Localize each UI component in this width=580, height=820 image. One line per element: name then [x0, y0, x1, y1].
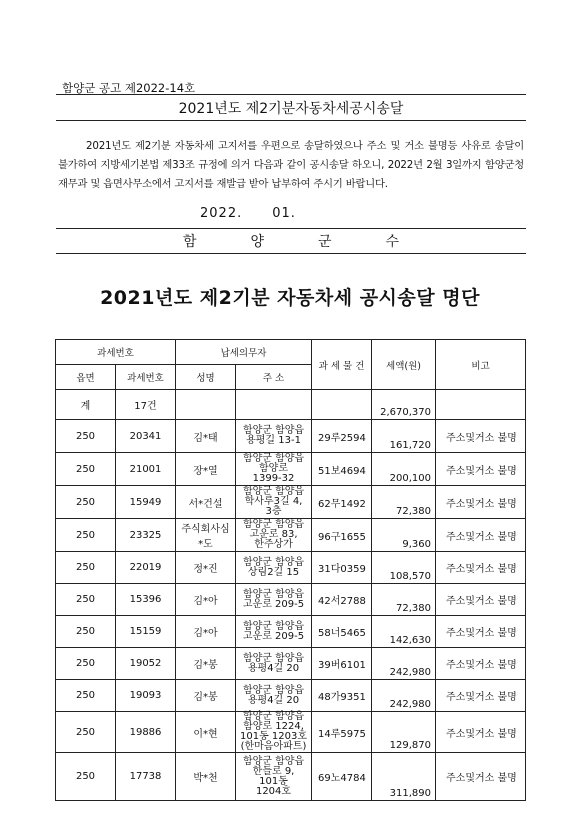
remark-cell: 주소및거소 불명 [436, 712, 526, 753]
table-row [56, 680, 526, 712]
tax-number-cell: 19886 [116, 712, 176, 753]
amount-cell: 242,980 [372, 648, 436, 680]
remark-cell: 주소및거소 불명 [436, 420, 526, 453]
tax-number-cell: 15396 [116, 584, 176, 616]
notice-title: 2021년도 제2기분자동차세공시송달 [56, 94, 526, 121]
amount-cell: 9,360 [372, 519, 436, 552]
payer-name-cell: 주식회사심 *도 [176, 519, 236, 552]
vehicle-cell: 14루5975 [312, 712, 372, 753]
amount-cell: 142,630 [372, 616, 436, 648]
header-amount: 세액(원) [372, 340, 436, 390]
town-cell: 250 [56, 552, 116, 584]
list-title: 2021년도 제2기분 자동차세 공시송달 명단 [100, 287, 480, 309]
address-cell: 함양군 함양읍 상림2길 15 [236, 552, 312, 584]
amount-cell: 72,380 [372, 486, 436, 519]
tax-number-cell: 17738 [116, 753, 176, 801]
notice-number: 함양군 공고 제2022-14호 [62, 81, 196, 95]
roster-table [55, 339, 526, 801]
tax-number-cell: 23325 [116, 519, 176, 552]
town-cell: 250 [56, 753, 116, 801]
vehicle-cell: 31다0359 [312, 552, 372, 584]
town-cell: 250 [56, 519, 116, 552]
table-row [56, 648, 526, 680]
table-row [56, 616, 526, 648]
table-row [56, 552, 526, 584]
town-cell: 250 [56, 712, 116, 753]
payer-name-cell: 박*천 [176, 753, 236, 801]
signer-char: 함 [182, 234, 197, 250]
town-cell: 250 [56, 648, 116, 680]
header-tax-group: 과세번호 [56, 340, 176, 365]
address-cell: 함양군 함양읍 용평길 13-1 [236, 420, 312, 453]
amount-cell: 161,720 [372, 420, 436, 453]
total-label: 계 [56, 390, 116, 420]
tax-number-cell: 15159 [116, 616, 176, 648]
vehicle-cell: 29루2594 [312, 420, 372, 453]
total-count: 17건 [116, 390, 176, 420]
remark-cell: 주소및거소 불명 [436, 486, 526, 519]
remark-cell: 주소및거소 불명 [436, 584, 526, 616]
signer-char: 수 [385, 234, 400, 250]
signer-char: 양 [250, 234, 264, 250]
payer-name-cell: 김*봉 [176, 680, 236, 712]
amount-cell: 242,980 [372, 680, 436, 712]
header-vehicle: 과 세 물 건 [312, 340, 372, 390]
payer-name-cell: 김*태 [176, 420, 236, 453]
table-row [56, 519, 526, 552]
remark-cell: 주소및거소 불명 [436, 519, 526, 552]
vehicle-cell: 62무1492 [312, 486, 372, 519]
tax-number-cell: 19052 [116, 648, 176, 680]
header-town: 읍면 [56, 365, 116, 390]
header-remark: 비고 [436, 340, 526, 390]
vehicle-cell: 69노4784 [312, 753, 372, 801]
vehicle-cell: 48가9351 [312, 680, 372, 712]
payer-name-cell: 이*현 [176, 712, 236, 753]
tax-number-cell: 20341 [116, 420, 176, 453]
amount-cell: 311,890 [372, 753, 436, 801]
address-cell: 함양군 함양읍 함양로 1399-32 [236, 453, 312, 486]
amount-cell: 200,100 [372, 453, 436, 486]
remark-cell: 주소및거소 불명 [436, 552, 526, 584]
tax-number-cell: 22019 [116, 552, 176, 584]
remark-cell: 주소및거소 불명 [436, 680, 526, 712]
amount-cell: 108,570 [372, 552, 436, 584]
vehicle-cell: 96구1655 [312, 519, 372, 552]
notice-body: 2021년도 제2기분 자동차세 고지서를 우편으로 송달하였으나 주소 및 거소 불명등 사유로 송달이 불가하여 지방세기본법 제33조 규정에 의거 다음과 같이 공시송달 하오니, 2022년 2월 3일까지 함양군청 재무과 및 읍면사무소에서 고지서를 재발급 받아 납부하여 주시기 바랍니다. [58, 140, 524, 190]
payer-name-cell: 김*아 [176, 616, 236, 648]
town-cell: 250 [56, 486, 116, 519]
header-payer-group: 납세의무자 [176, 340, 312, 365]
notice-date [200, 206, 380, 221]
town-cell: 250 [56, 584, 116, 616]
address-cell: 함양군 함양읍 학사루3길 4, 3층 [236, 486, 312, 519]
remark-cell: 주소및거소 불명 [436, 648, 526, 680]
address-cell: 함양군 함양읍 고운로 209-5 [236, 616, 312, 648]
town-cell: 250 [56, 420, 116, 453]
tax-number-cell: 19093 [116, 680, 176, 712]
town-cell: 250 [56, 616, 116, 648]
table-row [56, 453, 526, 486]
address-cell: 함양군 함양읍 용평4길 20 [236, 648, 312, 680]
amount-cell: 129,870 [372, 712, 436, 753]
total-amount: 2,670,370 [372, 390, 436, 420]
amount-cell: 72,380 [372, 584, 436, 616]
signer-char: 군 [318, 234, 332, 250]
town-cell: 250 [56, 453, 116, 486]
vehicle-cell: 51보4694 [312, 453, 372, 486]
signer [56, 228, 526, 254]
address-cell: 함양군 함양읍 함양로 1224, 101동 1203호 (한마음아파트) [236, 712, 312, 753]
address-cell: 함양군 함양읍 고운로 83, 한주상가 [236, 519, 312, 552]
total-row [56, 390, 526, 420]
tax-number-cell: 15949 [116, 486, 176, 519]
payer-name-cell: 김*아 [176, 584, 236, 616]
table-row [56, 712, 526, 753]
table-row [56, 584, 526, 616]
remark-cell: 주소및거소 불명 [436, 616, 526, 648]
address-cell: 함양군 함양읍 고운로 209-5 [236, 584, 312, 616]
date-year: 2022. [200, 206, 243, 221]
table-row [56, 753, 526, 801]
town-cell: 250 [56, 680, 116, 712]
header-address: 주 소 [236, 365, 312, 390]
header-name: 성명 [176, 365, 236, 390]
payer-name-cell: 정*진 [176, 552, 236, 584]
tax-number-cell: 21001 [116, 453, 176, 486]
payer-name-cell: 김*봉 [176, 648, 236, 680]
payer-name-cell: 서*건설 [176, 486, 236, 519]
date-month: 01. [272, 206, 296, 221]
table-row [56, 420, 526, 453]
address-cell: 함양군 함양읍 용평4길 20 [236, 680, 312, 712]
vehicle-cell: 39버6101 [312, 648, 372, 680]
address-cell: 함양군 함양읍 한들로 9, 101동 1204호 [236, 753, 312, 801]
remark-cell: 주소및거소 불명 [436, 453, 526, 486]
vehicle-cell: 58너5465 [312, 616, 372, 648]
vehicle-cell: 42서2788 [312, 584, 372, 616]
payer-name-cell: 장*열 [176, 453, 236, 486]
remark-cell: 주소및거소 불명 [436, 753, 526, 801]
table-row [56, 486, 526, 519]
header-taxno: 과세번호 [116, 365, 176, 390]
